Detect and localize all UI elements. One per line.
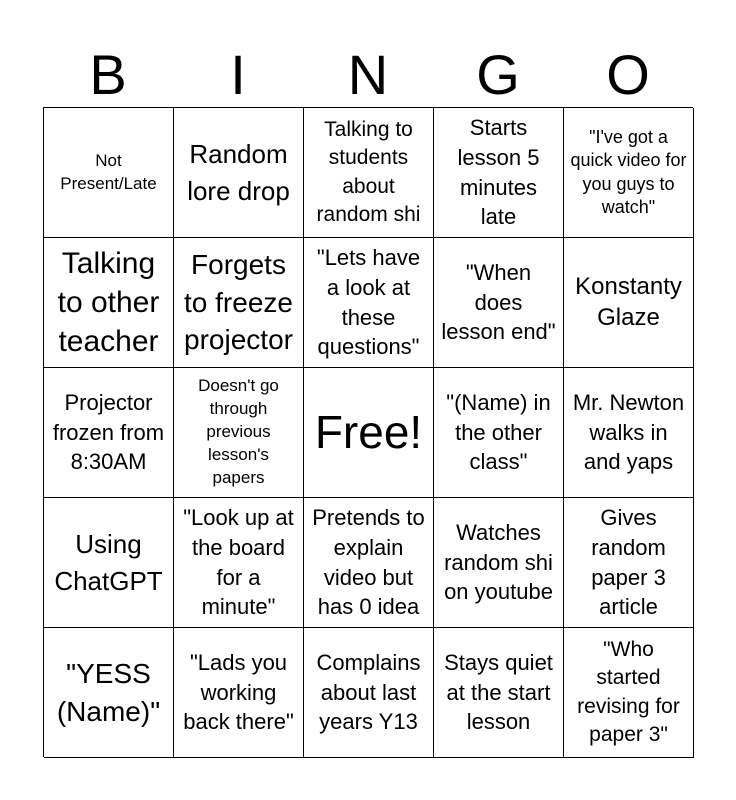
bingo-cell-r3-c3[interactable]: Watches random shi on youtube [434, 498, 564, 628]
bingo-cell-r2-c0[interactable]: Projector frozen from 8:30AM [44, 368, 174, 498]
bingo-cell-r1-c2[interactable]: "Lets have a look at these questions" [304, 238, 434, 368]
bingo-cell-r4-c2[interactable]: Complains about last years Y13 [304, 628, 434, 758]
header-letter-n: N [347, 43, 389, 106]
bingo-cell-r3-c4[interactable]: Gives random paper 3 article [564, 498, 694, 628]
bingo-cell-r1-c4[interactable]: Konstanty Glaze [564, 238, 694, 368]
bingo-cell-r0-c2[interactable]: Talking to students about random shi [304, 108, 434, 238]
bingo-cell-r4-c3[interactable]: Stays quiet at the start lesson [434, 628, 564, 758]
bingo-cell-r1-c3[interactable]: "When does lesson end" [434, 238, 564, 368]
bingo-cell-r3-c0[interactable]: Using ChatGPT [44, 498, 174, 628]
bingo-board [43, 107, 693, 757]
bingo-header [43, 42, 693, 108]
bingo-cell-r0-c0[interactable]: Not Present/Late [44, 108, 174, 238]
bingo-cell-r4-c4[interactable]: "Who started revising for paper 3" [564, 628, 694, 758]
bingo-cell-r0-c3[interactable]: Starts lesson 5 minutes late [434, 108, 564, 238]
bingo-cell-r2-c4[interactable]: Mr. Newton walks in and yaps [564, 368, 694, 498]
bingo-cell-r4-c0[interactable]: "YESS (Name)" [44, 628, 174, 758]
bingo-cell-r4-c1[interactable]: "Lads you working back there" [174, 628, 304, 758]
bingo-cell-r0-c4[interactable]: "I've got a quick video for you guys to watch" [564, 108, 694, 238]
bingo-cell-r1-c0[interactable]: Talking to other teacher [44, 238, 174, 368]
header-letter-b: B [89, 43, 127, 106]
bingo-cell-r1-c1[interactable]: Forgets to freeze projector [174, 238, 304, 368]
free-space-cell[interactable]: Free! [304, 368, 434, 498]
header-letter-i: I [230, 43, 246, 106]
bingo-cell-r0-c1[interactable]: Random lore drop [174, 108, 304, 238]
bingo-cell-r3-c1[interactable]: "Look up at the board for a minute" [174, 498, 304, 628]
header-letter-g: G [476, 43, 520, 106]
bingo-cell-r2-c3[interactable]: "(Name) in the other class" [434, 368, 564, 498]
bingo-cell-r3-c2[interactable]: Pretends to explain video but has 0 idea [304, 498, 434, 628]
bingo-cell-r2-c1[interactable]: Doesn't go through previous lesson's papers [174, 368, 304, 498]
header-letter-o: O [606, 43, 650, 106]
